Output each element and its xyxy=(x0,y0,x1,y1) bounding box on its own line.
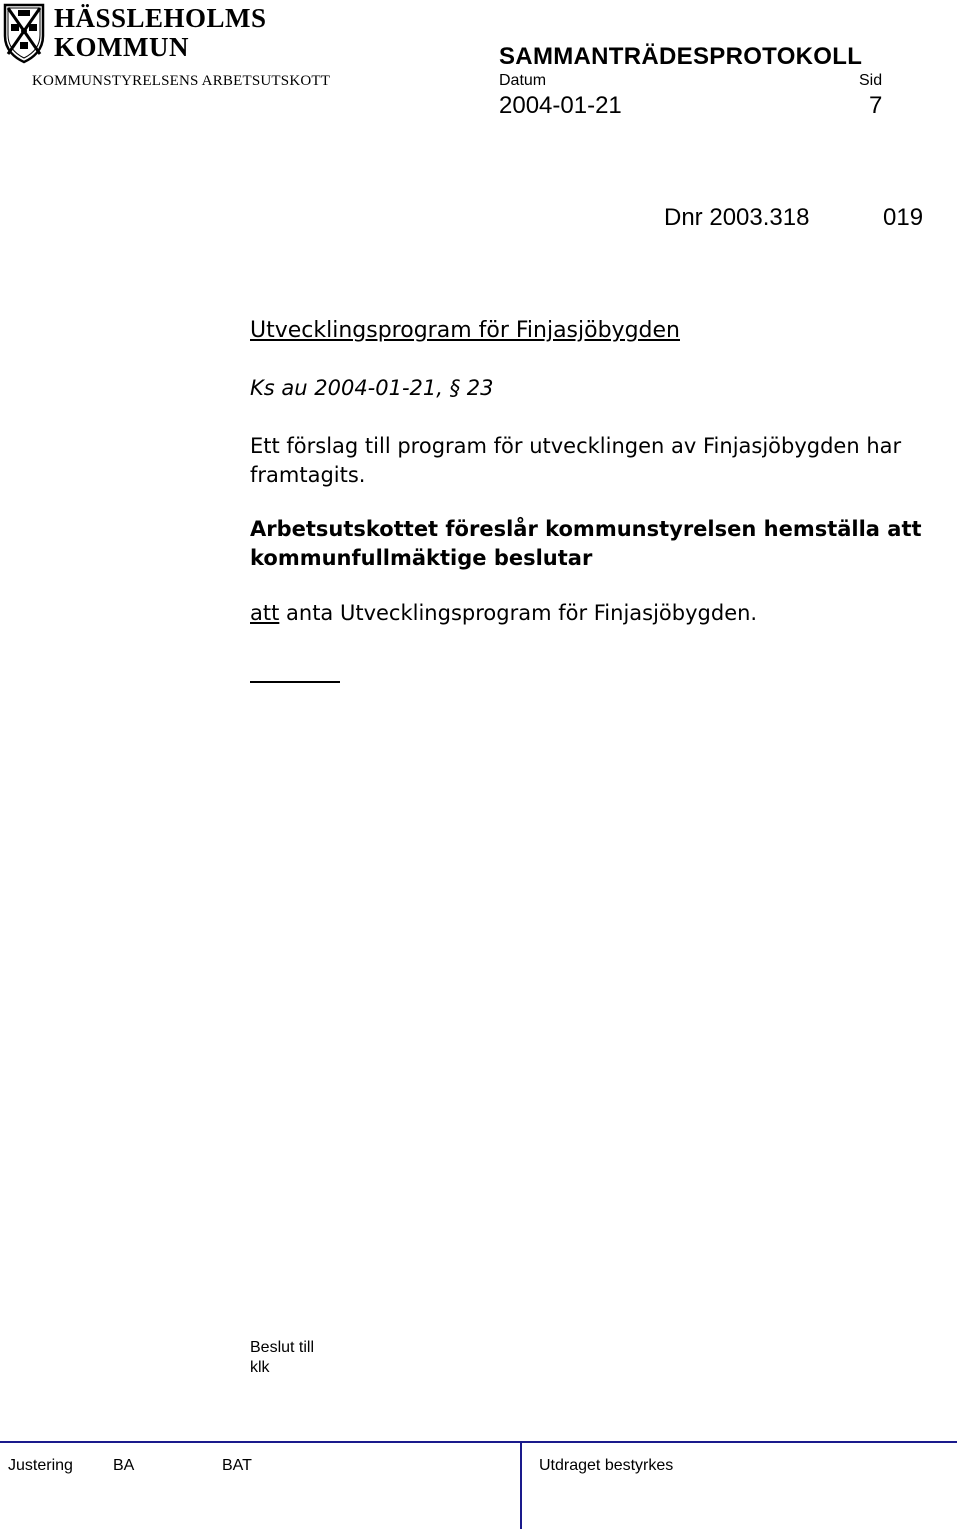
footer-divider xyxy=(0,1441,957,1443)
decision-att: att xyxy=(250,601,280,625)
decision-recipients xyxy=(250,1338,314,1378)
committee-name: KOMMUNSTYRELSENS ARBETSUTSKOTT xyxy=(32,73,331,89)
date-label: Datum xyxy=(499,72,547,89)
footer-initials-bat: BAT xyxy=(222,1457,252,1474)
recipients-heading: Beslut till xyxy=(250,1339,315,1356)
item-reference: Ks au 2004-01-21, § 23 xyxy=(250,376,494,400)
organization-name xyxy=(54,4,267,62)
decision-text: anta Utvecklingsprogram för Finjasjöbygden. xyxy=(279,601,758,625)
footer-justering-label: Justering xyxy=(8,1457,73,1474)
decision-clause xyxy=(250,601,757,625)
organization-name-line2: KOMMUN xyxy=(54,32,189,62)
committee-proposal: Arbetsutskottet föreslår kommunstyrelsen hemställa att kommunfullmäktige beslutar xyxy=(250,517,922,570)
item-body: Ett förslag till program för utvecklingen av Finjasjöbygden har framtagits. xyxy=(250,434,902,487)
footer-column-divider xyxy=(520,1441,522,1529)
recipient: klk xyxy=(250,1359,270,1376)
footer-initials-ba: BA xyxy=(113,1457,135,1474)
case-number: Dnr 2003.318 xyxy=(664,204,810,231)
item-subject: Utvecklingsprogram för Finjasjöbygden xyxy=(250,318,680,343)
date-value: 2004-01-21 xyxy=(499,92,622,119)
footer-certified-label: Utdraget bestyrkes xyxy=(539,1457,674,1474)
coat-of-arms-icon xyxy=(2,2,46,64)
organization-name-line1: HÄSSLEHOLMS xyxy=(54,3,267,33)
case-code: 019 xyxy=(883,204,924,231)
page-number: 7 xyxy=(869,92,883,119)
section-end-rule xyxy=(250,681,340,683)
document-type: SAMMANTRÄDESPROTOKOLL xyxy=(499,43,863,70)
page-label: Sid xyxy=(859,72,883,89)
